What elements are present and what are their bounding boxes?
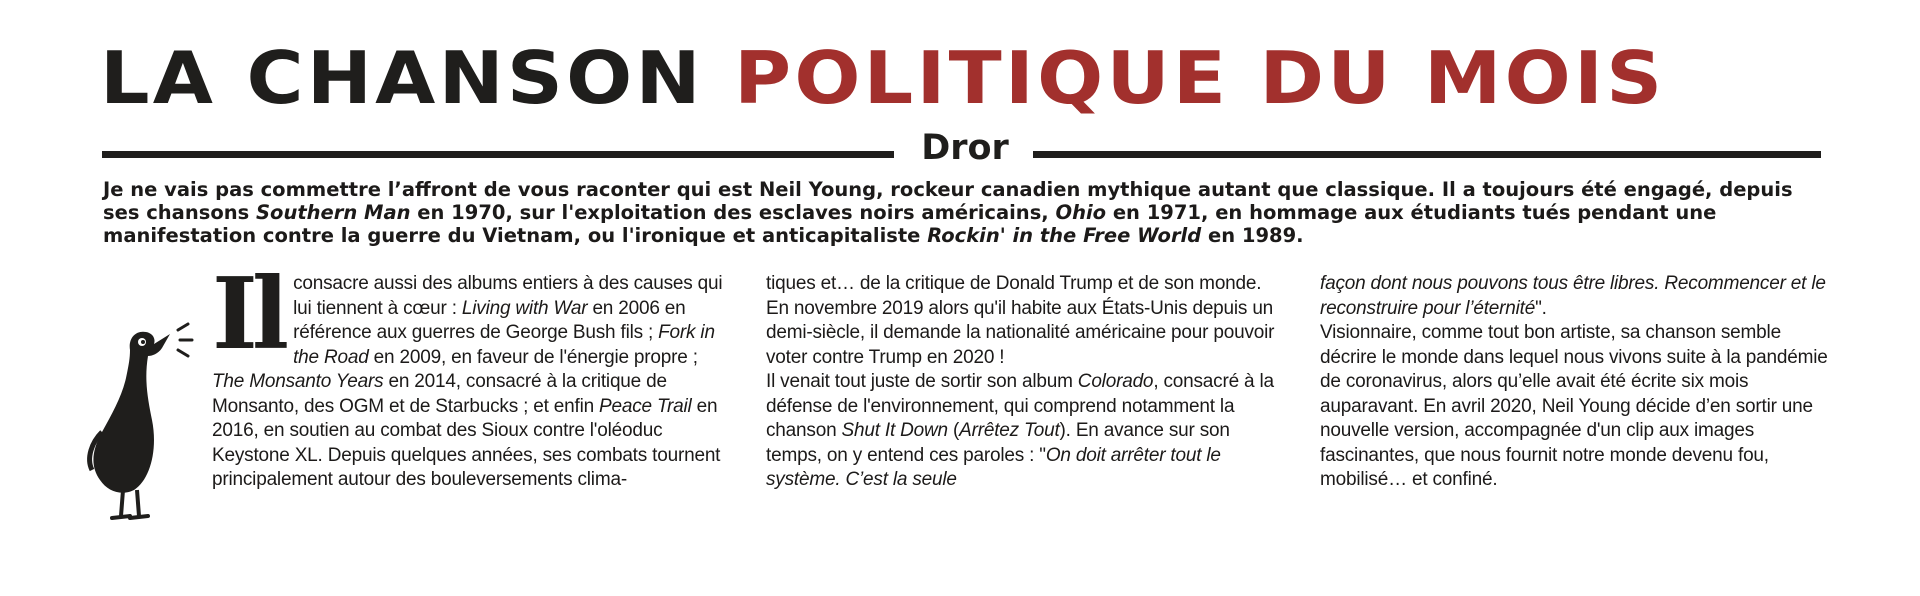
intro-paragraph: Je ne vais pas commettre l’affront de vous raconter qui est Neil Young, rockeur canadien mythique autant que classique. Il a toujours été engagé, depuis ses chansons Southern Man en 1970, sur l'exploitation des esclaves noirs américains, Ohio en 1971, en hommage aux étudiants tués pendant une manifestation contre la guerre du Vietnam, ou l'ironique et anticapitaliste Rockin' in the Free World en 1989. [103, 178, 1793, 247]
singing-bird-icon [78, 320, 198, 530]
author-name: Dror [921, 128, 1009, 168]
page-title [100, 36, 1920, 136]
title-rule-left [102, 151, 894, 158]
title-rule-right [1033, 151, 1821, 158]
article-column-3 [1320, 272, 1840, 493]
drop-cap: Il [212, 257, 284, 372]
article-column-2 [766, 272, 1286, 493]
title-part-red: POLITIQUE DU MOIS [734, 36, 1666, 120]
title-part-dark: LA CHANSON [100, 36, 735, 120]
column-3-paragraph-1: façon dont nous pouvons tous être libres. Recommencer et le reconstruire pour l’éternité". [1320, 273, 1826, 319]
column-3-paragraph-2: Visionnaire, comme tout bon artiste, sa chanson semble décrire le monde dans lequel nous vivons suite à la pandémie de coronavirus, alors qu’elle avait été écrite six mois auparavant. En avril 2020, Neil Young décide d’en sortir une nouvelle version, accompagnée d'un clip aux images fascinantes, que nous fournit notre monde devenu fou, mobilisé… et confiné. [1320, 322, 1828, 490]
article-column-1: Il consacre aussi des albums entiers à des causes qui lui tiennent à cœur : Living with War en 2006 en référence aux guerres de George Bush fils ; Fork in the Road en 2009, en faveur de l'énergie propre ; The Monsanto Years en 2014, consacré à la critique de Monsanto, des OGM et de Starbucks ; et enfin Peace Trail en 2016, en soutien au combat des Sioux contre l'oléoduc Keystone XL. Depuis quelques années, ses combats tournent principalement autour des bouleversements clima- [212, 257, 723, 490]
column-2-paragraph-2: Il venait tout juste de sortir son album Colorado, consacré à la défense de l'environnement, qui comprend notamment la chanson Shut It Down (Arrêtez Tout). En avance sur son temps, on y entend ces paroles : "On doit arrêter tout le système. C’est la seule [766, 371, 1274, 490]
column-2-paragraph-1: tiques et… de la critique de Donald Trump et de son monde. En novembre 2019 alors qu'il habite aux États-Unis depuis un demi-siècle, il demande la nationalité américaine pour pouvoir voter contre Trump en 2020 ! [766, 273, 1275, 368]
